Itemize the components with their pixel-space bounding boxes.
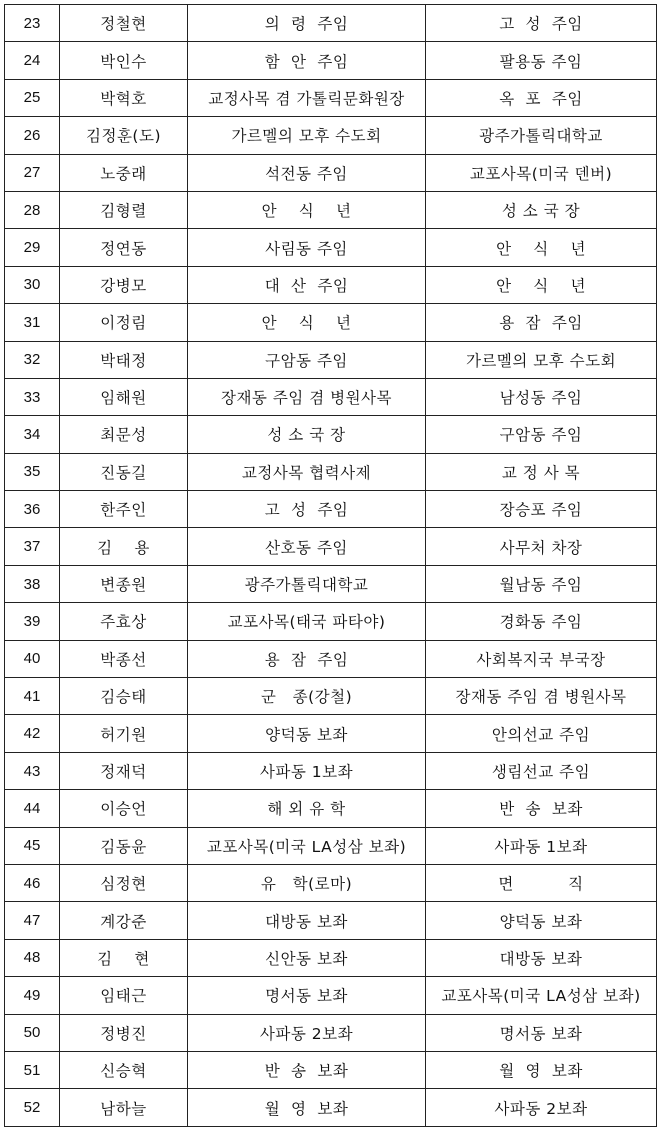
previous-post-cell: 가르멜의 모후 수도회 <box>188 117 426 154</box>
row-number-cell: 36 <box>5 491 60 528</box>
priest-name-cell: 정연동 <box>60 229 188 266</box>
table-row <box>5 1014 657 1051</box>
new-post-cell: 교 정 사 목 <box>426 453 657 490</box>
new-post-cell: 사회복지국 부국장 <box>426 640 657 677</box>
new-post-cell: 경화동 주임 <box>426 603 657 640</box>
table-row <box>5 191 657 228</box>
row-number-cell: 30 <box>5 266 60 303</box>
row-number-cell: 40 <box>5 640 60 677</box>
priest-name-cell: 진동길 <box>60 453 188 490</box>
table-row <box>5 827 657 864</box>
table-row <box>5 341 657 378</box>
priest-name-cell: 박인수 <box>60 42 188 79</box>
new-post-cell: 명서동 보좌 <box>426 1014 657 1051</box>
table-row <box>5 640 657 677</box>
priest-name-cell: 심정현 <box>60 864 188 901</box>
previous-post-cell: 함 안 주임 <box>188 42 426 79</box>
new-post-cell: 사무처 차장 <box>426 528 657 565</box>
new-post-cell: 월남동 주임 <box>426 565 657 602</box>
table-row <box>5 5 657 42</box>
row-number-cell: 49 <box>5 977 60 1014</box>
previous-post-cell: 신안동 보좌 <box>188 939 426 976</box>
table-row <box>5 864 657 901</box>
table-row <box>5 304 657 341</box>
previous-post-cell: 의 령 주임 <box>188 5 426 42</box>
table-row <box>5 678 657 715</box>
new-post-cell: 팔용동 주임 <box>426 42 657 79</box>
previous-post-cell: 성 소 국 장 <box>188 416 426 453</box>
new-post-cell: 안 식 년 <box>426 229 657 266</box>
previous-post-cell: 사림동 주임 <box>188 229 426 266</box>
priest-name-cell: 박태정 <box>60 341 188 378</box>
new-post-cell: 고 성 주임 <box>426 5 657 42</box>
priest-name-cell: 임태근 <box>60 977 188 1014</box>
new-post-cell: 교포사목(미국 덴버) <box>426 154 657 191</box>
new-post-cell: 남성동 주임 <box>426 378 657 415</box>
previous-post-cell: 군 종(강철) <box>188 678 426 715</box>
priest-name-cell: 김 현 <box>60 939 188 976</box>
priest-name-cell: 김승태 <box>60 678 188 715</box>
previous-post-cell: 석전동 주임 <box>188 154 426 191</box>
row-number-cell: 23 <box>5 5 60 42</box>
priest-name-cell: 계강준 <box>60 902 188 939</box>
new-post-cell: 월 영 보좌 <box>426 1051 657 1088</box>
table-row <box>5 790 657 827</box>
row-number-cell: 25 <box>5 79 60 116</box>
priest-name-cell: 박종선 <box>60 640 188 677</box>
priest-name-cell: 박혁호 <box>60 79 188 116</box>
previous-post-cell: 교포사목(미국 LA성삼 보좌) <box>188 827 426 864</box>
table-row <box>5 154 657 191</box>
new-post-cell: 안 식 년 <box>426 266 657 303</box>
new-post-cell: 장승포 주임 <box>426 491 657 528</box>
previous-post-cell: 해 외 유 학 <box>188 790 426 827</box>
row-number-cell: 29 <box>5 229 60 266</box>
priest-name-cell: 이승언 <box>60 790 188 827</box>
table-row <box>5 565 657 602</box>
row-number-cell: 50 <box>5 1014 60 1051</box>
priest-name-cell: 이정림 <box>60 304 188 341</box>
row-number-cell: 26 <box>5 117 60 154</box>
new-post-cell: 용 잠 주임 <box>426 304 657 341</box>
table-row <box>5 453 657 490</box>
previous-post-cell: 광주가톨릭대학교 <box>188 565 426 602</box>
row-number-cell: 47 <box>5 902 60 939</box>
table-row <box>5 752 657 789</box>
priest-name-cell: 정철현 <box>60 5 188 42</box>
previous-post-cell: 유 학(로마) <box>188 864 426 901</box>
row-number-cell: 28 <box>5 191 60 228</box>
personnel-table <box>4 4 657 1127</box>
table-row <box>5 715 657 752</box>
table-row <box>5 229 657 266</box>
new-post-cell: 사파동 2보좌 <box>426 1089 657 1126</box>
new-post-cell: 장재동 주임 겸 병원사목 <box>426 678 657 715</box>
row-number-cell: 42 <box>5 715 60 752</box>
table-row <box>5 491 657 528</box>
previous-post-cell: 대방동 보좌 <box>188 902 426 939</box>
table-row <box>5 416 657 453</box>
previous-post-cell: 명서동 보좌 <box>188 977 426 1014</box>
previous-post-cell: 장재동 주임 겸 병원사목 <box>188 378 426 415</box>
new-post-cell: 양덕동 보좌 <box>426 902 657 939</box>
table-row <box>5 528 657 565</box>
priest-name-cell: 정병진 <box>60 1014 188 1051</box>
previous-post-cell: 산호동 주임 <box>188 528 426 565</box>
row-number-cell: 37 <box>5 528 60 565</box>
new-post-cell: 옥 포 주임 <box>426 79 657 116</box>
priest-name-cell: 임해원 <box>60 378 188 415</box>
row-number-cell: 34 <box>5 416 60 453</box>
row-number-cell: 39 <box>5 603 60 640</box>
new-post-cell: 사파동 1보좌 <box>426 827 657 864</box>
new-post-cell: 가르멜의 모후 수도회 <box>426 341 657 378</box>
priest-name-cell: 남하늘 <box>60 1089 188 1126</box>
new-post-cell: 광주가톨릭대학교 <box>426 117 657 154</box>
table-row <box>5 603 657 640</box>
previous-post-cell: 교정사목 겸 가톨릭문화원장 <box>188 79 426 116</box>
priest-name-cell: 김동윤 <box>60 827 188 864</box>
priest-name-cell: 최문성 <box>60 416 188 453</box>
table-row <box>5 1051 657 1088</box>
new-post-cell: 면 직 <box>426 864 657 901</box>
row-number-cell: 41 <box>5 678 60 715</box>
new-post-cell: 구암동 주임 <box>426 416 657 453</box>
row-number-cell: 44 <box>5 790 60 827</box>
previous-post-cell: 대 산 주임 <box>188 266 426 303</box>
row-number-cell: 51 <box>5 1051 60 1088</box>
priest-name-cell: 강병모 <box>60 266 188 303</box>
priest-name-cell: 한주인 <box>60 491 188 528</box>
priest-name-cell: 변종원 <box>60 565 188 602</box>
previous-post-cell: 월 영 보좌 <box>188 1089 426 1126</box>
priest-name-cell: 신승혁 <box>60 1051 188 1088</box>
previous-post-cell: 안 식 년 <box>188 304 426 341</box>
previous-post-cell: 사파동 2보좌 <box>188 1014 426 1051</box>
row-number-cell: 24 <box>5 42 60 79</box>
new-post-cell: 생림선교 주임 <box>426 752 657 789</box>
new-post-cell: 성 소 국 장 <box>426 191 657 228</box>
row-number-cell: 52 <box>5 1089 60 1126</box>
row-number-cell: 33 <box>5 378 60 415</box>
new-post-cell: 반 송 보좌 <box>426 790 657 827</box>
row-number-cell: 46 <box>5 864 60 901</box>
table-row <box>5 117 657 154</box>
row-number-cell: 43 <box>5 752 60 789</box>
previous-post-cell: 교포사목(태국 파타야) <box>188 603 426 640</box>
new-post-cell: 대방동 보좌 <box>426 939 657 976</box>
table-row <box>5 977 657 1014</box>
row-number-cell: 38 <box>5 565 60 602</box>
row-number-cell: 27 <box>5 154 60 191</box>
previous-post-cell: 용 잠 주임 <box>188 640 426 677</box>
row-number-cell: 31 <box>5 304 60 341</box>
previous-post-cell: 고 성 주임 <box>188 491 426 528</box>
table-row <box>5 79 657 116</box>
priest-name-cell: 노중래 <box>60 154 188 191</box>
table-row <box>5 902 657 939</box>
previous-post-cell: 구암동 주임 <box>188 341 426 378</box>
new-post-cell: 교포사목(미국 LA성삼 보좌) <box>426 977 657 1014</box>
table-row <box>5 939 657 976</box>
previous-post-cell: 반 송 보좌 <box>188 1051 426 1088</box>
new-post-cell: 안의선교 주임 <box>426 715 657 752</box>
row-number-cell: 48 <box>5 939 60 976</box>
priest-name-cell: 김형렬 <box>60 191 188 228</box>
priest-name-cell: 정재덕 <box>60 752 188 789</box>
previous-post-cell: 교정사목 협력사제 <box>188 453 426 490</box>
previous-post-cell: 안 식 년 <box>188 191 426 228</box>
table-row <box>5 42 657 79</box>
priest-name-cell: 허기원 <box>60 715 188 752</box>
previous-post-cell: 양덕동 보좌 <box>188 715 426 752</box>
personnel-table-body <box>5 5 657 1127</box>
priest-name-cell: 주효상 <box>60 603 188 640</box>
table-row <box>5 378 657 415</box>
table-row <box>5 266 657 303</box>
table-row <box>5 1089 657 1126</box>
row-number-cell: 45 <box>5 827 60 864</box>
row-number-cell: 35 <box>5 453 60 490</box>
priest-name-cell: 김정훈(도) <box>60 117 188 154</box>
priest-name-cell: 김 용 <box>60 528 188 565</box>
previous-post-cell: 사파동 1보좌 <box>188 752 426 789</box>
row-number-cell: 32 <box>5 341 60 378</box>
